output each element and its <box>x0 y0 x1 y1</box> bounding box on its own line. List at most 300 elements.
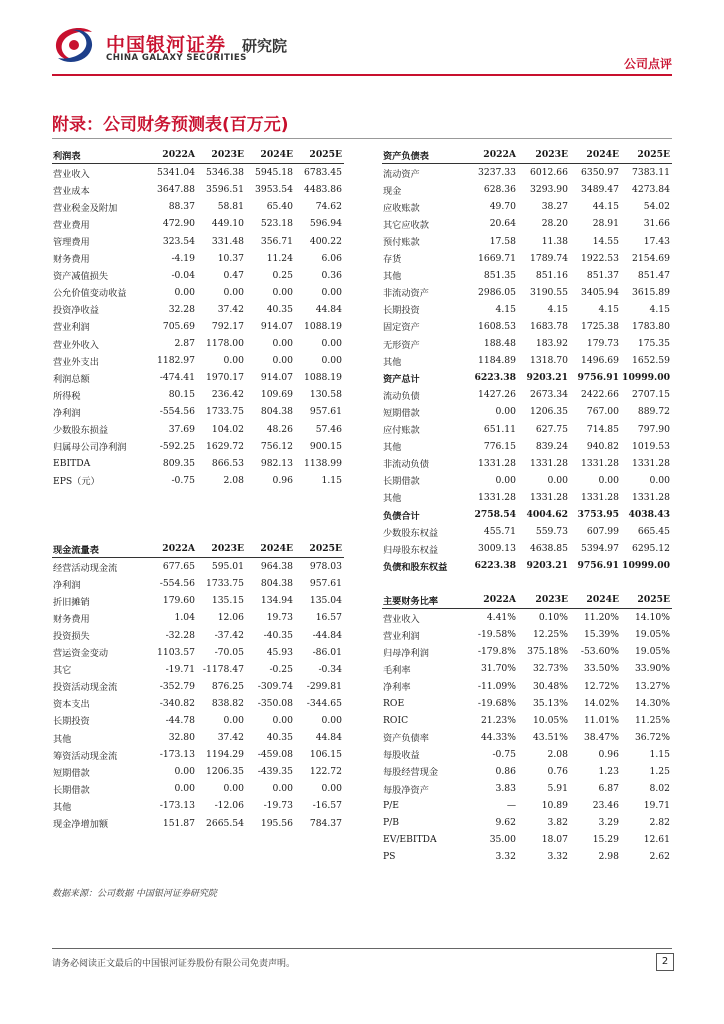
value-cell: 2.82 <box>649 817 670 829</box>
row-label: 少数股东损益 <box>53 425 109 437</box>
row-label: EBITDA <box>53 457 91 469</box>
table-row <box>52 661 344 678</box>
value-cell: 10.05% <box>532 714 568 726</box>
value-cell: 31.70% <box>480 663 516 675</box>
row-label: 营业收入 <box>383 613 420 625</box>
value-cell: 0.36 <box>321 269 342 281</box>
value-cell: 1206.35 <box>530 406 568 418</box>
value-cell: 627.75 <box>535 423 568 435</box>
value-cell: 455.71 <box>483 526 516 538</box>
value-cell: 2.98 <box>598 851 619 863</box>
value-cell: 851.37 <box>586 269 619 281</box>
row-label: 营业税金及附加 <box>53 202 118 214</box>
value-cell: 16.57 <box>315 612 342 624</box>
value-cell: 1725.38 <box>581 320 619 332</box>
value-cell: 12.61 <box>643 834 670 846</box>
value-cell: 756.12 <box>260 440 293 452</box>
value-cell: 10999.00 <box>622 372 670 384</box>
year-header: 2023E <box>518 146 570 164</box>
row-label: 短期借款 <box>53 767 90 779</box>
value-cell: 3.32 <box>495 851 516 863</box>
year-header: 2025E <box>295 146 344 164</box>
value-cell: 183.92 <box>535 338 568 350</box>
value-cell: -344.65 <box>306 697 342 709</box>
page-title: 附录：公司财务预测表(百万元) <box>52 115 289 135</box>
table-row <box>382 848 672 865</box>
value-cell: 767.00 <box>586 406 619 418</box>
value-cell: 104.02 <box>211 423 244 435</box>
value-cell: 13.27% <box>634 680 670 692</box>
value-cell: 1.15 <box>321 474 342 486</box>
row-label: 每股收益 <box>383 750 420 762</box>
value-cell: 11.01% <box>583 714 619 726</box>
value-cell: 3.83 <box>495 783 516 795</box>
row-label: 财务费用 <box>53 254 90 266</box>
value-cell: 8.02 <box>649 783 670 795</box>
value-cell: 1138.99 <box>304 457 342 469</box>
value-cell: 5945.18 <box>255 167 293 179</box>
row-label: 长期借款 <box>383 476 420 488</box>
row-label: 长期投资 <box>53 716 90 728</box>
value-cell: 797.90 <box>637 423 670 435</box>
table-row <box>382 472 672 489</box>
value-cell: -19.71 <box>165 663 195 675</box>
value-cell: 375.18% <box>527 646 568 658</box>
value-cell: 2422.66 <box>581 389 619 401</box>
value-cell: 195.56 <box>260 817 293 829</box>
value-cell: 4.15 <box>598 303 619 315</box>
value-cell: -40.35 <box>263 629 293 641</box>
table-row <box>382 386 672 403</box>
table-row <box>382 557 672 574</box>
table-row <box>382 403 672 420</box>
row-label: 毛利率 <box>383 664 411 676</box>
table-row <box>52 164 344 182</box>
value-cell: 0.96 <box>272 474 293 486</box>
table-row <box>52 352 344 369</box>
row-label: 其它 <box>53 665 72 677</box>
value-cell: 5341.04 <box>157 167 195 179</box>
value-cell: 48.26 <box>266 423 293 435</box>
value-cell: -86.01 <box>312 646 342 658</box>
table-row <box>52 215 344 232</box>
row-label: 预付账款 <box>383 237 420 249</box>
table-row <box>382 301 672 318</box>
value-cell: 10.89 <box>541 800 568 812</box>
value-cell: 31.66 <box>643 218 670 230</box>
value-cell: 37.42 <box>217 732 244 744</box>
table-row <box>52 455 344 472</box>
value-cell: 6295.12 <box>632 543 670 555</box>
value-cell: 714.85 <box>586 423 619 435</box>
table-row <box>382 695 672 712</box>
row-label: 投资活动现金流 <box>53 682 118 694</box>
value-cell: -340.82 <box>159 697 195 709</box>
table-row <box>52 729 344 746</box>
value-cell: 1669.71 <box>478 252 516 264</box>
table-row <box>52 386 344 403</box>
table-row <box>382 506 672 523</box>
table-row <box>52 198 344 215</box>
row-label: 营运资金变动 <box>53 648 109 660</box>
value-cell: 4038.43 <box>628 509 670 521</box>
table-title-cell: 现金流量表 <box>52 540 148 558</box>
value-cell: 0.00 <box>223 355 244 367</box>
table-row <box>382 677 672 694</box>
table-row <box>382 267 672 284</box>
table-row <box>52 746 344 763</box>
value-cell: 964.38 <box>260 561 293 573</box>
value-cell: -0.75 <box>171 474 195 486</box>
row-label: 应收账款 <box>383 202 420 214</box>
value-cell: 44.84 <box>315 732 342 744</box>
row-label: 其他 <box>383 493 402 505</box>
value-cell: 876.25 <box>211 680 244 692</box>
value-cell: 33.50% <box>583 663 619 675</box>
value-cell: -19.58% <box>477 629 516 641</box>
value-cell: -16.57 <box>312 800 342 812</box>
row-label: 现金净增加额 <box>53 819 109 831</box>
table-row <box>382 455 672 472</box>
value-cell: 21.23% <box>480 714 516 726</box>
row-label: 现金 <box>383 185 402 197</box>
table-header-row <box>382 591 672 609</box>
value-cell: 19.05% <box>634 629 670 641</box>
table-row <box>52 558 344 576</box>
value-cell: 449.10 <box>211 218 244 230</box>
value-cell: 3.82 <box>547 817 568 829</box>
value-cell: 58.81 <box>217 201 244 213</box>
value-cell: 57.46 <box>315 423 342 435</box>
row-label: 经营活动现金流 <box>53 562 118 574</box>
value-cell: -309.74 <box>257 680 293 692</box>
table-row <box>382 660 672 677</box>
value-cell: 0.47 <box>223 269 244 281</box>
year-header: 2023E <box>518 591 570 609</box>
value-cell: -19.68% <box>477 697 516 709</box>
row-label: 资本支出 <box>53 699 90 711</box>
value-cell: 356.71 <box>260 235 293 247</box>
row-label: 负债和股东权益 <box>383 561 448 573</box>
row-label: 长期借款 <box>53 784 90 796</box>
value-cell: 0.00 <box>547 474 568 486</box>
value-cell: 331.48 <box>211 235 244 247</box>
table-row <box>52 284 344 301</box>
table-header-row <box>52 540 344 558</box>
table-row <box>52 250 344 267</box>
table-row <box>382 643 672 660</box>
value-cell: 2758.54 <box>474 509 516 521</box>
value-cell: 1.25 <box>649 765 670 777</box>
row-label: 投资净收益 <box>53 305 99 317</box>
row-label: 流动负债 <box>383 390 420 402</box>
value-cell: 5.91 <box>547 783 568 795</box>
value-cell: 792.17 <box>211 320 244 332</box>
income-statement-table <box>52 146 344 489</box>
table-row <box>52 301 344 318</box>
value-cell: 14.02% <box>583 697 619 709</box>
table-row <box>52 181 344 198</box>
value-cell: 1331.28 <box>530 491 568 503</box>
value-cell: -0.25 <box>269 663 293 675</box>
value-cell: -11.09% <box>477 680 516 692</box>
value-cell: 14.10% <box>634 612 670 624</box>
value-cell: 28.20 <box>541 218 568 230</box>
value-cell: 0.00 <box>321 286 342 298</box>
value-cell: 2.08 <box>547 748 568 760</box>
value-cell: 1922.53 <box>581 252 619 264</box>
value-cell: 17.43 <box>643 235 670 247</box>
row-label: PS <box>383 851 396 863</box>
value-cell: 35.13% <box>532 697 568 709</box>
table-row <box>382 438 672 455</box>
value-cell: 978.03 <box>309 561 342 573</box>
value-cell: 11.25% <box>634 714 670 726</box>
table-row <box>382 626 672 643</box>
value-cell: 3647.88 <box>157 184 195 196</box>
value-cell: 804.38 <box>260 406 293 418</box>
value-cell: 1178.00 <box>206 338 244 350</box>
table-row <box>52 472 344 489</box>
value-cell: -19.73 <box>263 800 293 812</box>
table-row <box>52 763 344 780</box>
value-cell: 11.20% <box>583 612 619 624</box>
value-cell: 0.00 <box>272 338 293 350</box>
value-cell: 0.00 <box>598 474 619 486</box>
value-cell: 9756.91 <box>577 560 619 572</box>
value-cell: 4.15 <box>495 303 516 315</box>
year-header: 2022A <box>468 591 518 609</box>
row-label: 短期借款 <box>383 407 420 419</box>
value-cell: 0.00 <box>174 766 195 778</box>
table-row <box>382 181 672 198</box>
value-cell: 19.05% <box>634 646 670 658</box>
value-cell: 3953.54 <box>255 184 293 196</box>
value-cell: 19.71 <box>643 800 670 812</box>
value-cell: 1.23 <box>598 765 619 777</box>
value-cell: 6783.45 <box>304 167 342 179</box>
value-cell: 3596.51 <box>206 184 244 196</box>
value-cell: -554.56 <box>159 406 195 418</box>
value-cell: 2707.15 <box>632 389 670 401</box>
value-cell: 30.48% <box>532 680 568 692</box>
value-cell: 130.58 <box>309 389 342 401</box>
value-cell: 0.00 <box>223 286 244 298</box>
table-row <box>382 232 672 249</box>
value-cell: 54.02 <box>643 201 670 213</box>
row-label: 资产负债率 <box>383 733 429 745</box>
table-row <box>52 403 344 420</box>
row-label: 投资损失 <box>53 631 90 643</box>
value-cell: 9.62 <box>495 817 516 829</box>
value-cell: 851.16 <box>535 269 568 281</box>
row-label: ROE <box>383 697 405 709</box>
document-type: 公司点评 <box>623 57 672 71</box>
value-cell: 1.04 <box>174 612 195 624</box>
value-cell: 1331.28 <box>478 491 516 503</box>
value-cell: 0.00 <box>272 783 293 795</box>
value-cell: 1.15 <box>649 748 670 760</box>
data-source-note: 数据来源：公司数据 中国银河证券研究院 <box>52 889 217 899</box>
value-cell: 9203.21 <box>526 372 568 384</box>
value-cell: 4.15 <box>649 303 670 315</box>
value-cell: 1652.59 <box>632 355 670 367</box>
value-cell: 1088.19 <box>304 372 342 384</box>
value-cell: 2673.34 <box>530 389 568 401</box>
row-label: 净利润 <box>53 579 81 591</box>
value-cell: 151.87 <box>162 817 195 829</box>
value-cell: 43.51% <box>532 731 568 743</box>
value-cell: -12.06 <box>214 800 244 812</box>
value-cell: 12.06 <box>217 612 244 624</box>
row-label: 筹资活动现金流 <box>53 750 118 762</box>
value-cell: 65.40 <box>266 201 293 213</box>
row-label: 净利率 <box>383 682 411 694</box>
value-cell: 1629.72 <box>206 440 244 452</box>
value-cell: 596.94 <box>309 218 342 230</box>
value-cell: 44.33% <box>480 731 516 743</box>
value-cell: 12.72% <box>583 680 619 692</box>
table-row <box>382 746 672 763</box>
value-cell: 2.08 <box>223 474 244 486</box>
table-row <box>52 335 344 352</box>
value-cell: 2.87 <box>174 338 195 350</box>
value-cell: 595.01 <box>211 561 244 573</box>
row-label: 无形资产 <box>383 339 420 351</box>
value-cell: 6223.38 <box>474 560 516 572</box>
value-cell: 1019.53 <box>632 440 670 452</box>
value-cell: 10999.00 <box>622 560 670 572</box>
value-cell: 1331.28 <box>530 457 568 469</box>
value-cell: 3190.55 <box>530 286 568 298</box>
value-cell: 3293.90 <box>530 184 568 196</box>
value-cell: 18.07 <box>541 834 568 846</box>
value-cell: 0.25 <box>272 269 293 281</box>
row-label: 每股经营现金 <box>383 767 439 779</box>
value-cell: 2154.69 <box>632 252 670 264</box>
value-cell: -70.05 <box>214 646 244 658</box>
brand-name-cn: 中国银河证券 <box>106 34 227 56</box>
value-cell: 0.00 <box>174 286 195 298</box>
value-cell: -1178.47 <box>202 663 244 675</box>
value-cell: 32.73% <box>532 663 568 675</box>
value-cell: -179.8% <box>477 646 516 658</box>
value-cell: 0.00 <box>223 783 244 795</box>
row-label: 资产总计 <box>383 373 420 385</box>
value-cell: 1608.53 <box>478 320 516 332</box>
table-row <box>382 780 672 797</box>
value-cell: 3753.95 <box>577 509 619 521</box>
row-label: 营业收入 <box>53 168 90 180</box>
value-cell: 776.15 <box>483 440 516 452</box>
value-cell: 0.00 <box>321 714 342 726</box>
value-cell: 19.73 <box>266 612 293 624</box>
table-row <box>382 712 672 729</box>
year-header: 2025E <box>621 146 672 164</box>
value-cell: 7383.11 <box>632 167 670 179</box>
year-header: 2022A <box>148 540 197 558</box>
value-cell: -32.28 <box>165 629 195 641</box>
row-label: 净利润 <box>53 407 81 419</box>
value-cell: 6.87 <box>598 783 619 795</box>
table-row <box>382 489 672 506</box>
value-cell: 33.90% <box>634 663 670 675</box>
value-cell: 0.00 <box>321 355 342 367</box>
row-label: 存货 <box>383 254 402 266</box>
table-title-cell: 主要财务比率 <box>382 591 468 609</box>
value-cell: 5394.97 <box>581 543 619 555</box>
row-label: P/E <box>383 800 399 812</box>
row-label: 长期投资 <box>383 305 420 317</box>
table-row <box>382 729 672 746</box>
value-cell: 3615.89 <box>632 286 670 298</box>
table-row <box>52 592 344 609</box>
year-header: 2025E <box>621 591 672 609</box>
row-label: 每股净资产 <box>383 784 429 796</box>
value-cell: 188.48 <box>483 338 516 350</box>
row-label: 营业成本 <box>53 185 90 197</box>
value-cell: 45.93 <box>266 646 293 658</box>
value-cell: 14.30% <box>634 697 670 709</box>
row-label: 折旧摊销 <box>53 596 90 608</box>
value-cell: 0.96 <box>598 748 619 760</box>
value-cell: 175.35 <box>637 338 670 350</box>
table-row <box>52 678 344 695</box>
row-label: P/B <box>383 817 400 829</box>
value-cell: 80.15 <box>168 389 195 401</box>
value-cell: 914.07 <box>260 372 293 384</box>
table-row <box>52 438 344 455</box>
value-cell: -439.35 <box>257 766 293 778</box>
row-label: 非流动负债 <box>383 459 429 471</box>
row-label: EV/EBITDA <box>383 834 437 846</box>
row-label: 非流动资产 <box>383 288 429 300</box>
table-row <box>382 814 672 831</box>
value-cell: -44.78 <box>165 714 195 726</box>
value-cell: 3009.13 <box>478 543 516 555</box>
value-cell: 651.11 <box>483 423 516 435</box>
table-row <box>382 763 672 780</box>
row-label: 资产减值损失 <box>53 271 109 283</box>
row-label: 负债合计 <box>383 510 420 522</box>
year-header: 2024E <box>246 540 295 558</box>
row-label: 营业外支出 <box>53 356 99 368</box>
table-row <box>382 369 672 386</box>
page-number: 2 <box>656 953 674 971</box>
value-cell: 12.25% <box>532 629 568 641</box>
table-row <box>382 797 672 814</box>
value-cell: 20.64 <box>489 218 516 230</box>
value-cell: 2986.05 <box>478 286 516 298</box>
table-row <box>52 267 344 284</box>
value-cell: 6223.38 <box>474 372 516 384</box>
table-row <box>382 198 672 215</box>
value-cell: 940.82 <box>586 440 619 452</box>
value-cell: -4.19 <box>171 252 195 264</box>
table-row <box>382 540 672 557</box>
row-label: 其他 <box>383 271 402 283</box>
value-cell: 135.15 <box>211 595 244 607</box>
year-header: 2022A <box>468 146 518 164</box>
value-cell: 839.24 <box>535 440 568 452</box>
table-row <box>52 797 344 814</box>
value-cell: -352.79 <box>159 680 195 692</box>
row-label: 营业利润 <box>383 630 420 642</box>
institute-name: 研究院 <box>242 37 288 55</box>
row-label: 所得税 <box>53 390 81 402</box>
value-cell: 4.15 <box>547 303 568 315</box>
value-cell: -44.84 <box>312 629 342 641</box>
